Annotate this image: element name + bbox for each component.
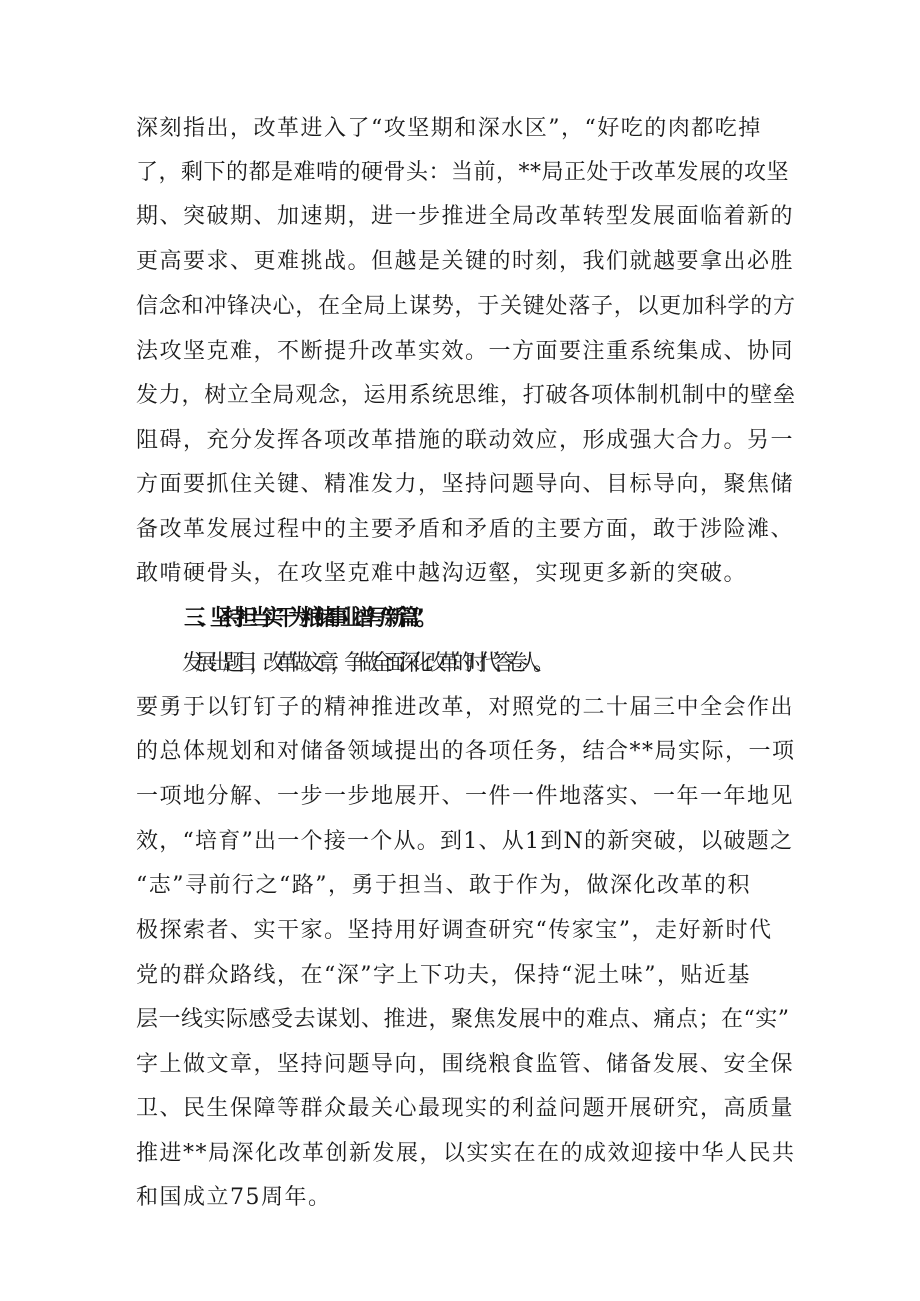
paragraph-line: 法攻坚克难，不断提升改革实效。一方面要注重系统集成、协同 [136, 339, 795, 364]
paragraph-line: 深刻指出，改革进入了“攻坚期和深水区”，“好吃的肉都吃掉 [136, 116, 762, 141]
paragraph-line: 效，“培育”出一个接一个从。到1、从1到N的新突破，以破题之 [136, 829, 794, 854]
paragraph-line: 敢啃硬骨头，在攻坚克难中越沟迈壑，实现更多新的突破。 [136, 561, 748, 586]
paragraph-line: 推进**局深化改革创新发展，以实实在在的成效迎接中华人民共 [136, 1141, 796, 1166]
paragraph-line: 信念和冲锋决心，在全局上谋势，于关键处落子，以更加科学的方 [136, 294, 796, 319]
paragraph-line: 极探索者、实干家。坚持用好调查研究“传家宝”，走好新时代 [136, 918, 773, 943]
paragraph-line: 卫、民生保障等群众最关心最现实的利益问题开展研究，高质量 [136, 1096, 795, 1121]
section-heading: 三、坚持担当实干为粮储事业谱写“新篇”。 [184, 606, 429, 631]
paragraph-line: 字上做文章，坚持问题导向，围绕粮食监管、储备发展、安全保 [136, 1052, 795, 1077]
paragraph-line: 一项地分解、一步一步地展开、一件一件地落实、一年一年地见 [136, 784, 795, 809]
paragraph-line: 更高要求、更难挑战。但越是关键的时刻，我们就越要拿出必胜 [136, 249, 795, 274]
paragraph-line: 备改革发展过程中的主要矛盾和矛盾的主要方面，敢于涉险滩、 [136, 517, 795, 542]
paragraph-line: 阻碍，充分发挥各项改革措施的联动效应，形成强大合力。另一 [136, 428, 795, 453]
paragraph-line: 层一线实际感受去谋划、推进，聚焦发展中的难点、痛点；在“实” [136, 1007, 790, 1032]
paragraph-line: 和国成立75周年。 [136, 1185, 332, 1210]
paragraph-line: 的总体规划和对储备领域提出的各项任务，结合**局实际，一项 [136, 739, 796, 764]
paragraph-line: 了，剩下的都是难啃的硬骨头：当前，**局正处于改革发展的攻坚 [136, 160, 790, 185]
paragraph-line: 期、突破期、加速期，进一步推进全局改革转型发展面临着新的 [136, 204, 795, 229]
paragraph-line: 要勇于以钉钉子的精神推进改革，对照党的二十届三中全会作出 [136, 695, 795, 720]
paragraph-line: 方面要抓住关键、精准发力，坚持问题导向、目标导向，聚焦储 [136, 472, 795, 497]
paragraph-line: 发力，树立全局观念，运用系统思维，打破各项体制机制中的壁垒 [136, 383, 796, 408]
paragraph-line: “志”寻前行之“路”，勇于担当、敢于作为，做深化改革的积 [136, 873, 751, 898]
paragraph-line: 党的群众路线，在“深”字上下功夫，保持“泥土味”，贴近基 [136, 963, 751, 988]
paragraph-line: 发展出题目，改革做文章，争做全面深化改革的时代答卷人。 [182, 651, 547, 676]
